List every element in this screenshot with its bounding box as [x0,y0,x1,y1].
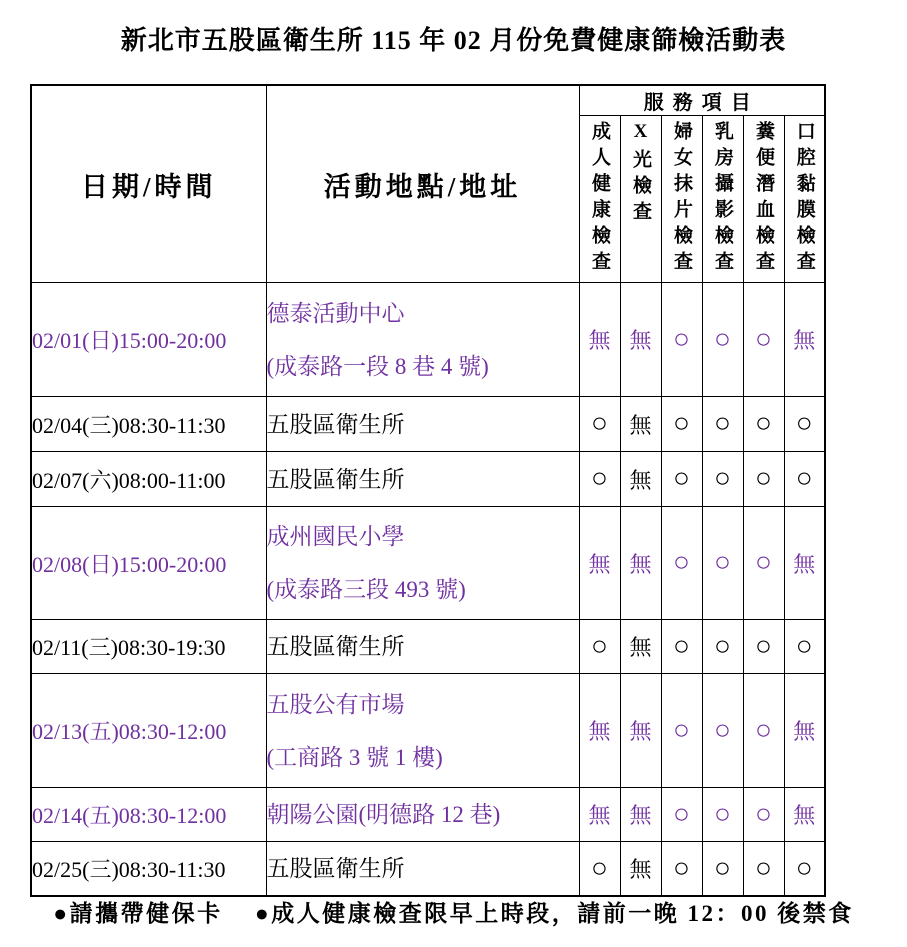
service-availability-cell [784,674,825,788]
schedule-row [31,452,825,507]
service-availability-cell [579,788,620,842]
schedule-table [30,84,826,897]
available-circle-mark: ○ [673,547,690,578]
not-available-mark: 無 [629,635,652,660]
available-circle-mark: ○ [755,714,772,746]
location-line: 朝陽公園(明德路 12 巷) [266,802,501,827]
available-circle-mark: ○ [714,408,731,439]
location-column-header: 活動地點/地址 [266,85,579,283]
service-availability-cell [743,674,784,788]
location-cell [266,788,579,842]
available-circle-mark: ○ [673,852,690,884]
service-availability-cell [579,452,620,507]
available-circle-mark: ○ [714,547,731,578]
available-circle-mark: ○ [714,630,731,662]
location-line: 五股區衛生所 [266,466,405,492]
service-availability-cell [702,842,743,897]
schedule-row [31,842,825,897]
location-cell [266,452,579,507]
footer-notes [0,895,907,928]
not-available-mark: 無 [629,412,652,438]
service-availability-cell [784,842,825,897]
service-column-header [579,116,620,283]
location-cell [266,620,579,674]
available-circle-mark: ○ [673,798,690,830]
footer-note-healthcard: ●請攜帶健保卡 [53,901,223,926]
not-available-mark: 無 [793,803,816,828]
header-row-top [31,85,825,116]
service-availability-cell [702,283,743,397]
service-column-header [620,116,661,283]
service-column-label: 成人健康檢查 [589,121,610,277]
service-availability-cell [579,842,620,897]
service-availability-cell [702,452,743,507]
service-availability-cell [743,452,784,507]
available-circle-mark: ○ [714,798,731,830]
location-line: 五股區衛生所 [266,634,405,659]
location-line: 五股公有市場 [266,691,405,717]
service-column-label: 口腔黏膜檢查 [793,121,815,277]
location-cell [266,507,579,620]
service-availability-cell [743,397,784,452]
schedule-row [31,788,825,842]
date-time-cell: 02/25(三)08:30-11:30 [31,842,266,897]
not-available-mark: 無 [629,719,652,744]
service-availability-cell [620,674,661,788]
not-available-mark: 無 [629,551,652,577]
schedule-body [31,283,825,897]
location-line: 成州國民小學 [266,524,405,549]
available-circle-mark: ○ [591,852,608,884]
service-availability-cell [743,842,784,897]
service-availability-cell [661,283,702,397]
not-available-mark: 無 [793,328,816,353]
service-availability-cell [579,397,620,452]
date-time-cell: 02/04(三)08:30-11:30 [31,397,266,452]
service-column-label: 婦女抹片檢查 [671,121,692,277]
date-time-cell: 02/01(日)15:00-20:00 [31,283,266,397]
service-availability-cell [784,620,825,674]
service-availability-cell [784,452,825,507]
available-circle-mark: ○ [755,408,772,439]
not-available-mark: 無 [629,328,652,353]
available-circle-mark: ○ [714,323,731,355]
available-circle-mark: ○ [795,852,813,884]
service-availability-cell [702,397,743,452]
service-availability-cell [620,788,661,842]
location-cell [266,283,579,397]
location-cell [266,842,579,897]
service-availability-cell [661,397,702,452]
service-availability-cell [743,788,784,842]
available-circle-mark: ○ [591,408,608,439]
service-column-label: 糞便潛血檢查 [753,121,774,277]
available-circle-mark: ○ [673,323,690,355]
schedule-row [31,283,825,397]
service-availability-cell [661,620,702,674]
page-title: 新北市五股區衛生所 115 年 02 月份免費健康篩檢活動表 [120,26,787,55]
service-column-header [702,116,743,283]
service-availability-cell [743,620,784,674]
service-availability-cell [620,507,661,620]
service-items-group-header: 服務項目 [579,85,825,116]
available-circle-mark: ○ [591,463,608,494]
service-availability-cell [620,283,661,397]
service-availability-cell [784,283,825,397]
service-availability-cell [620,842,661,897]
service-column-header [743,116,784,283]
location-line: 德泰活動中心 [266,300,405,326]
date-time-column-header: 日期/時間 [31,85,266,283]
service-availability-cell [702,620,743,674]
service-availability-cell [743,507,784,620]
service-availability-cell [661,507,702,620]
available-circle-mark: ○ [673,408,690,439]
service-availability-cell [579,620,620,674]
location-line: (成泰路三段 493 號) [266,577,466,602]
available-circle-mark: ○ [714,714,731,746]
service-availability-cell [620,620,661,674]
service-availability-cell [620,452,661,507]
service-availability-cell [743,283,784,397]
available-circle-mark: ○ [714,852,731,884]
available-circle-mark: ○ [795,463,813,494]
location-line: 五股區衛生所 [266,411,405,437]
schedule-row [31,620,825,674]
not-available-mark: 無 [629,467,652,493]
not-available-mark: 無 [588,719,611,744]
service-column-header [784,116,825,283]
footer-note-fasting: ●成人健康檢查限早上時段，請前一晚 12：00 後禁食 [254,901,854,926]
available-circle-mark: ○ [591,630,608,662]
service-availability-cell [661,842,702,897]
date-time-cell: 02/08(日)15:00-20:00 [31,507,266,620]
available-circle-mark: ○ [755,798,772,830]
service-availability-cell [579,507,620,620]
available-circle-mark: ○ [714,463,731,494]
date-time-cell: 02/14(五)08:30-12:00 [31,788,266,842]
service-availability-cell [784,507,825,620]
service-availability-cell [702,788,743,842]
not-available-mark: 無 [793,719,816,744]
date-time-cell: 02/13(五)08:30-12:00 [31,674,266,788]
location-line: (工商路 3 號 1 樓) [266,744,443,770]
location-cell [266,397,579,452]
location-cell [266,674,579,788]
service-availability-cell [661,452,702,507]
service-availability-cell [784,397,825,452]
available-circle-mark: ○ [795,408,813,439]
service-availability-cell [661,674,702,788]
service-availability-cell [784,788,825,842]
schedule-row [31,674,825,788]
available-circle-mark: ○ [673,463,690,494]
schedule-row [31,397,825,452]
available-circle-mark: ○ [795,630,813,662]
service-availability-cell [620,397,661,452]
service-availability-cell [702,674,743,788]
available-circle-mark: ○ [673,630,690,662]
service-availability-cell [579,674,620,788]
not-available-mark: 無 [588,328,611,353]
date-time-cell: 02/07(六)08:00-11:00 [31,452,266,507]
service-column-label: 乳房攝影檢查 [712,121,733,277]
available-circle-mark: ○ [673,714,690,746]
location-line: 五股區衛生所 [266,856,405,881]
not-available-mark: 無 [793,551,816,577]
available-circle-mark: ○ [755,463,772,494]
available-circle-mark: ○ [755,852,772,884]
not-available-mark: 無 [588,551,611,577]
service-availability-cell [702,507,743,620]
schedule-row [31,507,825,620]
available-circle-mark: ○ [755,630,772,662]
not-available-mark: 無 [588,803,611,828]
service-availability-cell [579,283,620,397]
service-availability-cell [661,788,702,842]
not-available-mark: 無 [629,857,652,882]
available-circle-mark: ○ [755,323,772,355]
service-column-label: X光檢查 [630,121,651,227]
location-line: (成泰路一段 8 巷 4 號) [266,353,489,379]
available-circle-mark: ○ [755,547,772,578]
not-available-mark: 無 [629,803,652,828]
service-column-header [661,116,702,283]
date-time-cell: 02/11(三)08:30-19:30 [31,620,266,674]
